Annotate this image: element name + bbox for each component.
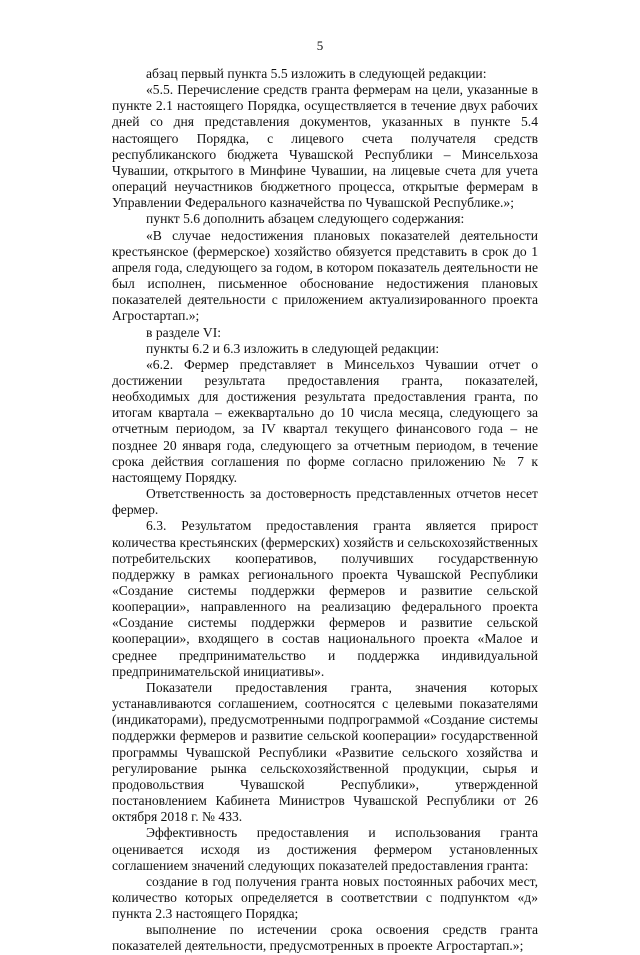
paragraph-amend-5-5-intro: абзац первый пункта 5.5 изложить в следующей редакции: [146, 66, 487, 81]
paragraph-6-2-text: «6.2. Фермер представляет в Минсельхоз Чувашии отчет о достижении результата предоставления гранта, показателей, необходимых для достижения результата предоставления гранта, по итогам квартала – ежеквартально до 10 числа месяца, следующего за отчетным периодом, за IV квартал текущего финансового года – не позднее 20 января года, следующего за отчетным периодом, в течение срока действия соглашения по форме согласно приложению № 7 к настоящему Порядку. [112, 356, 538, 485]
paragraph-6-3-text: 6.3. Результатом предоставления гранта является прирост количества крестьянских (фермерских) хозяйств и сельскохозяйственных потребительских кооперативов, получивших государственную поддержку в рамках регионального проекта Чувашской Республики «Создание системы поддержки фермеров и развитие сельской кооперации», направленного на реализацию федерального проекта «Создание системы поддержки фермеров и развитие сельской кооперации», входящего в состав национального проекта «Малое и среднее предпринимательство и поддержка индивидуальной предпринимательской инициативы». [112, 518, 538, 679]
paragraph-indicators: Показатели предоставления гранта, значения которых устанавливаются соглашением, соотносятся с целевыми показателями (индикаторами), предусмотренными подпрограммой «Создание системы поддержки фермеров и развитие сельской кооперации» государственной программы Чувашской Республики «Развитие сельского хозяйства и регулирование рынка сельскохозяйственной продукции, сырья и продовольствия Чувашской Республики», утвержденной постановлением Кабинета Министров Чувашской Республики от 26 октября 2018 г. № 433. [112, 679, 538, 825]
paragraph-responsibility: Ответственность за достоверность представленных отчетов несет фермер. [112, 486, 538, 518]
paragraph-amend-6-2-6-3-intro: пункты 6.2 и 6.3 изложить в следующей редакции: [146, 340, 440, 356]
document-body [112, 66, 538, 955]
paragraph-effectiveness: Эффективность предоставления и использования гранта оценивается исходя из достижения фермером установленных соглашением значений следующих показателей предоставления гранта: [112, 825, 538, 873]
paragraph-5-5-text: «5.5. Перечисление средств гранта фермерам на цели, указанные в пункте 2.1 настоящего Порядка, осуществляется в течение двух рабочих дней со дня представления документов, указанных в пункте 5.4 настоящего Порядка, с лицевого счета получателя средств республиканского бюджета Чувашской Республики – Минсельхоза Чувашии, открытого в Минфине Чувашии, на лицевые счета для учета операций неучастников бюджетного процесса, открытые фермерам в Управлении Федерального казначейства по Чувашской Республике.»; [112, 82, 538, 211]
page-number: 5 [316, 38, 324, 53]
paragraph-amend-5-6-intro: пункт 5.6 дополнить абзацем следующего содержания: [146, 211, 465, 227]
paragraph-project-fulfilment: выполнение по истечении срока освоения средств гранта показателей деятельности, предусмотренных в проекте Агростартап.»; [112, 922, 538, 954]
paragraph-section-6-heading: в разделе VI: [146, 324, 222, 340]
paragraph-jobs-creation: создание в год получения гранта новых постоянных рабочих мест, количество которых определяется в соответствии с подпунктом «д» пункта 2.3 настоящего Порядка; [112, 873, 538, 922]
paragraph-5-6-text: «В случае недостижения плановых показателей деятельности крестьянское (фермерское) хозяйство обязуется представить в срок до 1 апреля года, следующего за годом, в котором показатель деятельности не был исполнен, письменное обоснование недостижения плановых показателей деятельности с приложением актуализированного проекта Агростартап.»; [112, 227, 538, 324]
